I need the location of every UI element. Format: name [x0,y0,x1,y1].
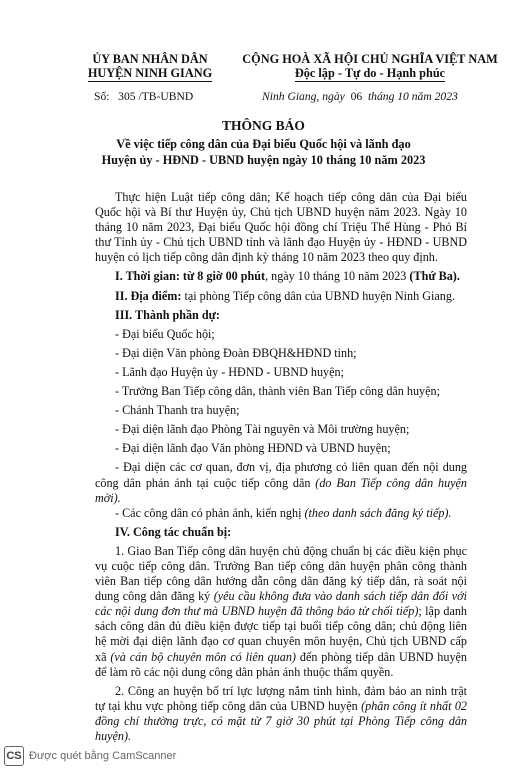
participant-item: - Trưởng Ban Tiếp công dân, thành viên Ban Tiếp công dân huyện; [115,384,440,399]
nation-line-1: CỘNG HOÀ XÃ HỘI CHỦ NGHĨA VIỆT NAM [242,52,498,66]
participant-item: - Đại biểu Quốc hội; [115,326,215,341]
camscanner-logo-icon: CS [4,746,24,766]
participant-item: - Đại diện lãnh đạo Phòng Tài nguyên và Môi trường huyện; [115,422,410,437]
participant-item: - Đại diện Văn phòng Đoàn ĐBQH&HĐND tỉnh; [115,345,357,360]
participant-item: - Đại diện các cơ quan, đơn vị, địa phương có liên quan đến nội dung công dân phản ánh tại cuộc tiếp công dân (do Ban Tiếp công dân huyện mời). [95,460,467,505]
org-line-2: HUYỆN NINH GIANG [87,66,213,80]
national-motto [225,52,515,82]
document-day: 06 [350,90,363,103]
document-number: Số: 305 /TB-UBND [94,90,194,103]
preparation-item-1: 1. Giao Ban Tiếp công dân huyện chủ động chuẩn bị các điều kiện phục vụ cuộc tiếp công dân. Trưởng Ban tiếp công dân huyện phân công thành viên Ban tiếp công dân hướng dẫn công dân đăng ký tiếp dân, rà soát nội dung công dân đăng ký (yêu cầu không đưa vào danh sách tiếp dân đối với các nội dung đơn thư mà UBND huyện đã thông báo từ chối tiếp); lập danh sách công dân đủ điều kiện được tiếp tại buổi tiếp công dân; chủ động liên hệ mời đại diện lãnh đạo cơ quan chuyên môn huyện, Chủ tịch UBND cấp xã (và cán bộ chuyên môn có liên quan) đến phòng tiếp dân UBND huyện để làm rõ các nội dung công dân phản ánh thuộc thẩm quyền. [95,543,468,679]
nation-line-2: Độc lập - Tự do - Hạnh phúc [294,66,446,80]
participant-item: - Lãnh đạo Huyện ủy - HĐND - UBND huyện; [115,364,344,379]
camscanner-text: Được quét bằng CamScanner [29,750,177,762]
document-subtitle-1: Về việc tiếp công dân của Đại biểu Quốc hội và lãnh đạo [116,137,411,151]
document-body [95,190,467,744]
scanner-watermark [0,744,527,768]
section-location: II. Địa điểm: tại phòng Tiếp công dân của UBND huyện Ninh Giang. [115,288,455,303]
section-participants-heading: III. Thành phần dự: [115,307,220,322]
issuing-organization [60,52,240,82]
section-preparation-heading: IV. Công tác chuẩn bị: [115,524,232,539]
section-time: I. Thời gian: từ 8 giờ 00 phút, ngày 10 tháng 10 năm 2023 (Thứ Ba). [115,269,460,284]
document-title: THÔNG BÁO [222,118,305,133]
participant-item: - Chánh Thanh tra huyện; [115,403,240,418]
preparation-item-2: 2. Công an huyện bố trí lực lượng nắm tình hình, đảm bảo an ninh trật tự tại khu vực phòng tiếp công dân của UBND huyện (phân công ít nhất 02 đồng chí thường trực, có mặt từ 7 giờ 30 phút tại Phòng Tiếp công dân huyện). [95,683,467,743]
org-line-1: ỦY BAN NHÂN DÂN [92,52,208,66]
document-date: Ninh Giang, ngày 06 tháng 10 năm 2023 [262,90,458,103]
participant-item: - Đại diện lãnh đạo Văn phòng HĐND và UBND huyện; [115,441,391,456]
participant-item: - Các công dân có phản ánh, kiến nghị (theo danh sách đăng ký tiếp). [115,505,452,520]
document-subtitle-2: Huyện ủy - HĐND - UBND huyện ngày 10 tháng 10 năm 2023 [101,153,426,167]
document-number-value: 305 [118,90,136,103]
intro-paragraph: Thực hiện Luật tiếp công dân; Kế hoạch tiếp công dân của Đại biểu Quốc hội và Bí thư Huyện ủy, Chủ tịch UBND huyện năm 2023. Ngày 10 tháng 10 năm 2023, Đại biểu Quốc hội đồng chí Triệu Thế Hùng - Phó Bí thư Tỉnh ủy - Chủ tịch UBND tỉnh và lãnh đạo Huyện ủy - HĐND - UBND huyện có lịch tiếp công dân định kỳ tháng 10 năm 2023 theo quy định. [95,190,467,265]
